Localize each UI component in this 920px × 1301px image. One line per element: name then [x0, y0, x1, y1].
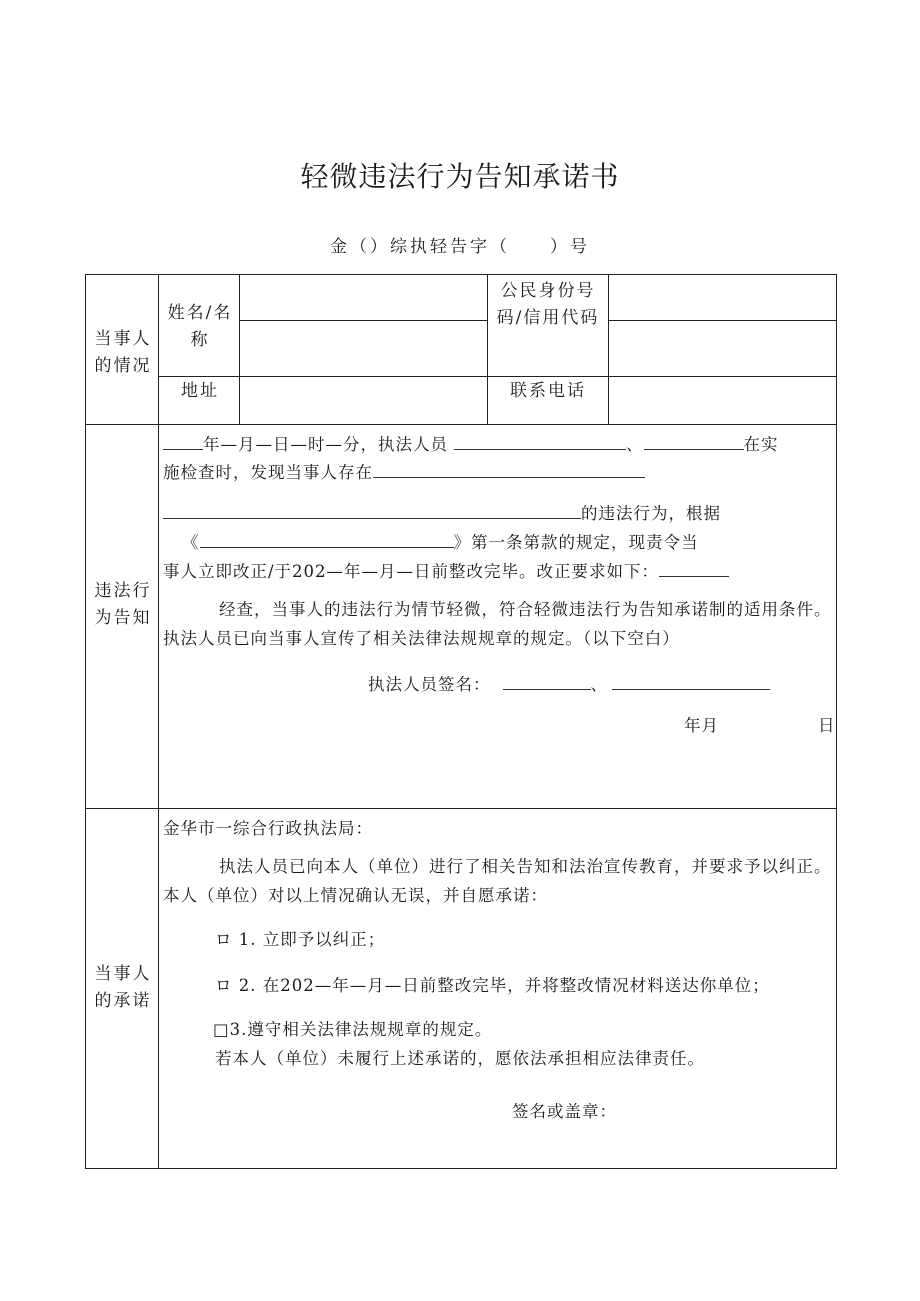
violation-description-blank[interactable] — [373, 461, 645, 478]
commitment-addressee: 金华市一综合行政执法局： — [163, 819, 373, 838]
commitment-signature-field[interactable] — [626, 1090, 826, 1150]
year-blank[interactable] — [163, 433, 203, 450]
commitment-signature-label: 签名或盖章： — [512, 1102, 617, 1121]
violation-line-3: 的违法行为，根据 — [163, 500, 721, 524]
commitment-item-1[interactable]: ロ 1. 立即予以纠正； — [215, 930, 386, 949]
violation-date-month: 年月 — [684, 716, 719, 735]
violation-date-day: 日 — [818, 716, 836, 735]
law-name-blank[interactable] — [200, 531, 454, 548]
officer-signature-blank-1[interactable] — [503, 673, 591, 690]
phone-label: 联系电话 — [510, 380, 586, 401]
violation-line-5: 事人立即改正/于202—年—月—日前整改完毕。改正要求如下： — [163, 558, 729, 582]
correction-requirement-blank[interactable] — [659, 560, 729, 577]
violation-line-2: 施检查时，发现当事人存在 — [163, 459, 645, 483]
commitment-section-label: 当事人的承诺 — [94, 964, 152, 1011]
officer-blank-1[interactable] — [454, 433, 626, 450]
violation-section-label: 违法行为告知 — [94, 581, 152, 628]
name-field[interactable] — [240, 275, 487, 376]
commitment-item-3[interactable]: □3.遵守相关法律法规规章的规定。 — [213, 1020, 493, 1039]
id-label: 公民身份号码/信用代码 — [496, 281, 600, 328]
violation-line-4: 《 》第一条第款的规定，现责令当 — [182, 533, 699, 552]
grid-line — [158, 275, 159, 1168]
grid-line — [86, 808, 836, 809]
commitment-liability: 若本人（单位）未履行上述承诺的，愿依法承担相应法律责任。 — [215, 1049, 705, 1068]
commitment-intro: 执法人员已向本人（单位）进行了相关告知和法治宣传教育，并要求予以纠正。本人（单位）对以上情况确认无误，并自愿承诺： — [163, 857, 832, 905]
violation-description-blank-2[interactable] — [163, 502, 581, 519]
address-label: 地址 — [181, 380, 219, 401]
form-table — [85, 274, 837, 1169]
grid-line — [487, 275, 488, 424]
commitment-item-2[interactable]: ロ 2. 在202—年—月—日前整改完毕，并将整改情况材料送达你单位； — [215, 976, 770, 995]
officer-signature-line: 执法人员签名： 、 — [368, 671, 770, 695]
id-field[interactable] — [609, 275, 836, 376]
officer-blank-2[interactable] — [644, 433, 744, 450]
phone-field[interactable] — [609, 377, 836, 424]
officer-signature-blank-2[interactable] — [612, 673, 770, 690]
address-field[interactable] — [240, 377, 487, 424]
party-info-section-label: 当事人的情况 — [94, 328, 152, 376]
violation-line-1: 年—月—日—时—分，执法人员 、 在实 — [163, 431, 779, 455]
document-title: 轻微违法行为告知承诺书 — [300, 160, 620, 193]
document-number: 金（）综执轻告字（ ）号 — [330, 237, 590, 257]
grid-line — [86, 424, 836, 425]
name-label: 姓名/名称 — [167, 303, 233, 350]
violation-paragraph: 经查，当事人的违法行为情节轻微，符合轻微违法行为告知承诺制的适用条件。执法人员已向当事人宣传了相关法律法规规章的规定。（以下空白） — [163, 600, 832, 648]
